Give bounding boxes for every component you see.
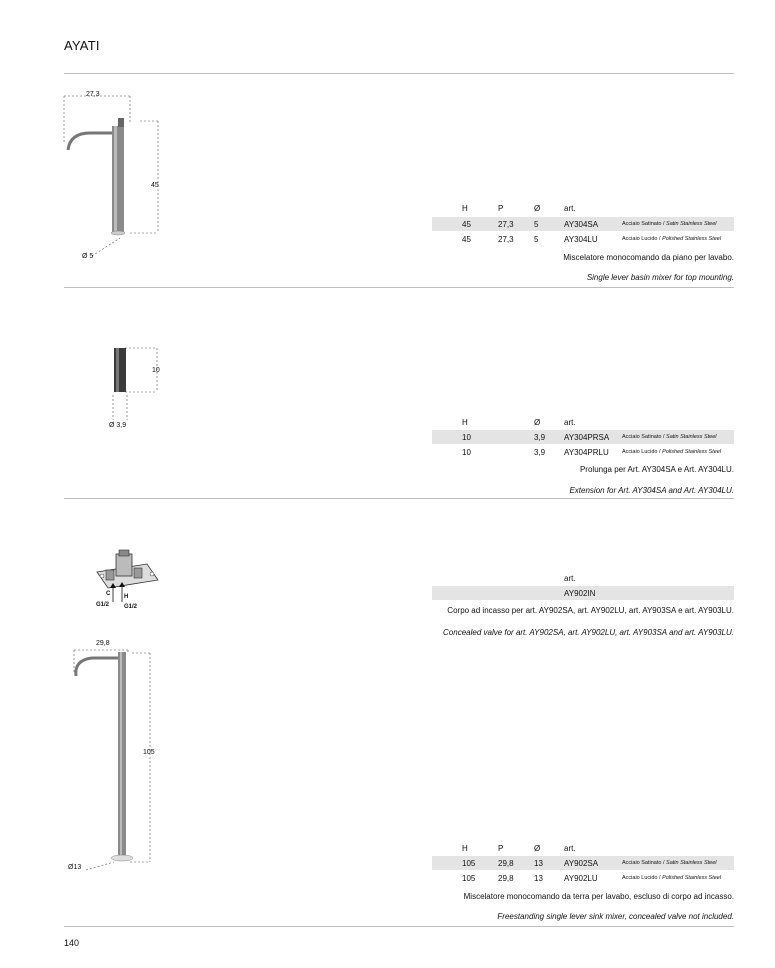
width-dimension: 27,3 xyxy=(86,91,100,98)
finish-en: Satin Stainless Steel xyxy=(666,860,717,866)
description-en: Single lever basin mixer for top mounting. xyxy=(586,273,734,282)
finish-separator: / xyxy=(657,449,663,455)
cell-p: 29,8 xyxy=(498,874,514,883)
diameter-dimension: Ø 5 xyxy=(82,253,94,260)
diameter-dimension: Ø13 xyxy=(68,864,82,871)
col-header-h: H xyxy=(462,204,468,213)
description-it: Miscelatore monocomando da piano per lavabo. xyxy=(563,253,734,262)
finish-en: Satin Stainless Steel xyxy=(666,434,717,440)
col-header-p: P xyxy=(498,844,504,853)
divider xyxy=(64,498,734,499)
cell-h: 105 xyxy=(462,859,476,868)
cell-diameter: 13 xyxy=(534,874,543,883)
cell-art: AY902SA xyxy=(564,859,599,868)
table-row xyxy=(432,232,734,246)
cell-h: 10 xyxy=(462,433,471,442)
height-dimension: 45 xyxy=(151,182,159,189)
finish-it: Acciaio Satinato xyxy=(622,434,662,440)
divider xyxy=(64,926,734,927)
description-en: Extension for Art. AY304SA and Art. AY304LU. xyxy=(569,486,734,495)
width-dimension: 29,8 xyxy=(96,640,110,647)
col-header-h: H xyxy=(462,844,468,853)
finish-it: Acciaio Lucido xyxy=(622,236,658,242)
cell-diameter: 5 xyxy=(534,220,539,229)
col-header-diameter: Ø xyxy=(534,418,541,427)
extension-drawing xyxy=(105,345,165,425)
finish-en: Polished Stainless Steel xyxy=(662,449,722,455)
cell-art: AY304PRLU xyxy=(564,448,609,457)
valve-label-h: H xyxy=(124,594,129,600)
cell-finish xyxy=(622,236,721,242)
finish-en: Satin Stainless Steel xyxy=(666,221,717,227)
finish-separator: / xyxy=(657,875,663,881)
divider xyxy=(64,73,734,74)
table-row xyxy=(432,430,734,444)
cell-art: AY304PRSA xyxy=(564,433,610,442)
valve-label-c: C xyxy=(106,591,111,597)
description-it: Prolunga per Art. AY304SA e Art. AY304LU. xyxy=(579,465,734,474)
cell-finish xyxy=(622,860,717,866)
description-en: Concealed valve for art. AY902SA, art. AY902LU, art. AY903SA and art. AY903LU. xyxy=(443,628,734,637)
description-it: Corpo ad incasso per art. AY902SA, art. AY902LU, art. AY903SA e art. AY903LU. xyxy=(447,606,734,615)
finish-en: Polished Stainless Steel xyxy=(662,236,722,242)
col-header-p: P xyxy=(498,204,504,213)
cell-h: 45 xyxy=(462,220,471,229)
cell-p: 29,8 xyxy=(498,859,514,868)
cell-h: 45 xyxy=(462,235,471,244)
cell-finish xyxy=(622,449,721,455)
cell-finish xyxy=(622,434,717,440)
brand-title: AYATI xyxy=(64,38,100,53)
cell-art: AY902IN xyxy=(564,589,596,598)
finish-en: Polished Stainless Steel xyxy=(662,875,722,881)
col-header-art: art. xyxy=(564,844,576,853)
cell-diameter: 5 xyxy=(534,235,539,244)
divider xyxy=(64,287,734,288)
finish-it: Acciaio Lucido xyxy=(622,875,658,881)
cell-art: AY304LU xyxy=(564,235,598,244)
col-header-diameter: Ø xyxy=(534,204,541,213)
cell-h: 10 xyxy=(462,448,471,457)
cell-finish xyxy=(622,221,717,227)
cell-p: 27,3 xyxy=(498,235,514,244)
finish-it: Acciaio Satinato xyxy=(622,221,662,227)
basin-mixer-drawing xyxy=(60,88,170,263)
page-number: 140 xyxy=(64,938,80,948)
table-row xyxy=(432,871,734,885)
concealed-valve-drawing xyxy=(92,550,162,610)
col-header-art: art. xyxy=(564,418,576,427)
finish-separator: / xyxy=(657,236,663,242)
height-dimension: 105 xyxy=(143,749,155,756)
finish-separator: / xyxy=(661,221,667,227)
table-row xyxy=(432,217,734,231)
cell-art: AY304SA xyxy=(564,220,599,229)
finish-it: Acciaio Satinato xyxy=(622,860,662,866)
description-en: Freestanding single lever sink mixer, concealed valve not included. xyxy=(497,912,734,921)
height-dimension: 10 xyxy=(152,367,160,374)
freestanding-mixer-drawing xyxy=(60,640,160,875)
cell-art: AY902LU xyxy=(564,874,598,883)
description-it: Miscelatore monocomando da terra per lavabo, escluso di corpo ad incasso. xyxy=(463,892,734,901)
table-row xyxy=(432,856,734,870)
finish-separator: / xyxy=(661,860,667,866)
cell-diameter: 13 xyxy=(534,859,543,868)
col-header-h: H xyxy=(462,418,468,427)
cell-h: 105 xyxy=(462,874,476,883)
cell-finish xyxy=(622,875,721,881)
cell-diameter: 3,9 xyxy=(534,433,546,442)
col-header-art: art. xyxy=(564,574,576,583)
col-header-diameter: Ø xyxy=(534,844,541,853)
finish-separator: / xyxy=(661,434,667,440)
cell-p: 27,3 xyxy=(498,220,514,229)
table-row xyxy=(432,445,734,459)
valve-thread-c: G1/2 xyxy=(96,602,110,608)
col-header-art: art. xyxy=(564,204,576,213)
valve-thread-h: G1/2 xyxy=(124,604,138,610)
cell-diameter: 3,9 xyxy=(534,448,546,457)
table-row xyxy=(432,586,734,600)
finish-it: Acciaio Lucido xyxy=(622,449,658,455)
diameter-dimension: Ø 3,9 xyxy=(109,422,127,429)
